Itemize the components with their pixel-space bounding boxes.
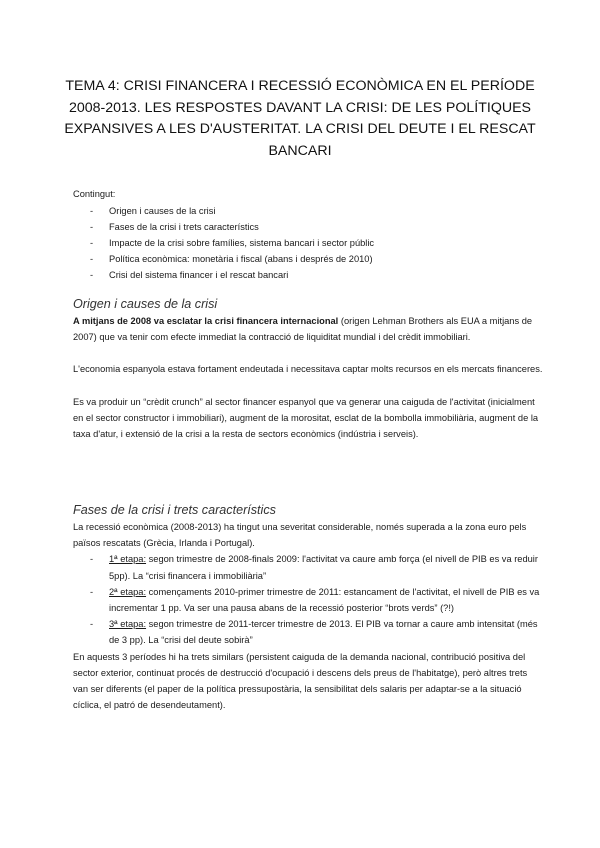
- contents-item-label: Crisi del sistema financer i el rescat bancari: [109, 270, 289, 280]
- phase-item: [73, 616, 543, 648]
- contents-item: [73, 267, 533, 283]
- paragraph-origins-3: Es va produir un “crèdit crunch” al sector financer espanyol que va generar una caiguda de l'activitat (inicialment en el sector constructor i immobiliari), augment de la morositat, esclat de la bombolla immobiliària, augment de la taxa d'atur, i extensió de la crisi a la resta de sectors econòmics (indústria i serveis).: [73, 396, 539, 440]
- section-phases: [73, 501, 543, 713]
- paragraph-origins-1: [73, 313, 543, 345]
- contents-item-label: Origen i causes de la crisi: [109, 206, 216, 216]
- contents-item-label: Impacte de la crisi sobre famílies, sistema bancari i sector públic: [109, 238, 375, 248]
- contents-item: [73, 251, 533, 267]
- paragraph-text: (origen Lehman Brothers als EUA a mitjans de 2007) que va tenir com efecte immediat la contracció de liquiditat mundial i del crèdit immobiliari.: [73, 316, 533, 343]
- section-heading-origins: Origen i causes de la crisi: [73, 297, 218, 311]
- bullet-dash: -: [90, 222, 94, 232]
- section-origins: [73, 295, 543, 442]
- paragraph-phases-closing: En aquests 3 períodes hi ha trets similars (persistent caiguda de la demanda nacional, contribució positiva del sector exterior, continuat procés de destrucció d'ocupació i descens dels preus de l'habitatge), però altres trets van ser diferents (el paper de la política pressupostària, la sensibilitat dels salaris per adaptar-se a la situació cíclica, el patró de desendeutament).: [73, 651, 528, 711]
- contents-item: [73, 219, 533, 235]
- contents-block: [73, 186, 533, 283]
- document-title: TEMA 4: CRISI FINANCERA I RECESSIÓ ECONÒMICA EN EL PERÍODE 2008-2013. LES RESPOSTES DAVANT LA CRISI: DE LES POLÍTIQUES EXPANSIVES A LES D'AUSTERITAT. LA CRISI DEL DEUTE I EL RESCAT BANCARI: [64, 78, 536, 159]
- contents-list: [73, 203, 533, 283]
- paragraph-phases-intro: La recessió econòmica (2008-2013) ha tingut una severitat considerable, només superada a la zona euro pels països rescatats (Grècia, Irlanda i Portugal).: [73, 522, 527, 549]
- contents-item-label: Fases de la crisi i trets característics: [109, 222, 259, 232]
- bullet-dash: -: [90, 238, 94, 248]
- phases-list: [73, 551, 543, 648]
- phase-text: començaments 2010-primer trimestre de 2011: estancament de l'activitat, el nivell de PIB es va incrementar 1 pp. Va ser una pausa abans de la recessió posterior “brots verds” (?!): [109, 586, 540, 614]
- phase-label: 1ª etapa:: [109, 554, 147, 565]
- bullet-dash: -: [90, 254, 94, 264]
- contents-heading: Contingut:: [73, 189, 116, 199]
- phase-item: [73, 551, 543, 583]
- contents-item-label: Política econòmica: monetària i fiscal (abans i després de 2010): [109, 254, 373, 264]
- bullet-dash: -: [90, 619, 94, 630]
- bullet-dash: -: [90, 270, 94, 280]
- paragraph-origins-2: L'economia espanyola estava fortament endeutada i necessitava captar molts recursos en els mercats financeres.: [73, 364, 543, 375]
- bullet-dash: -: [90, 206, 94, 216]
- phase-item: [73, 584, 543, 616]
- bullet-dash: -: [90, 586, 94, 597]
- contents-item: [73, 235, 533, 251]
- phase-label: 3ª etapa:: [109, 619, 147, 630]
- emphasis-text: A mitjans de 2008 va esclatar la crisi financera internacional: [73, 316, 339, 326]
- contents-item: [73, 203, 533, 219]
- section-heading-phases: Fases de la crisi i trets característics: [73, 503, 276, 517]
- phase-label: 2ª etapa:: [109, 586, 147, 597]
- bullet-dash: -: [90, 554, 94, 565]
- phase-text: segon trimestre de 2008-finals 2009: l'activitat va caure amb força (el nivell de PIB es va reduir 5pp). La “crisi financera i immobiliària”: [109, 554, 538, 581]
- phase-text: segon trimestre de 2011-tercer trimestre de 2013. El PIB va tornar a caure amb intensitat (més de 3 pp). La “crisi del deute sobirà”: [109, 619, 538, 646]
